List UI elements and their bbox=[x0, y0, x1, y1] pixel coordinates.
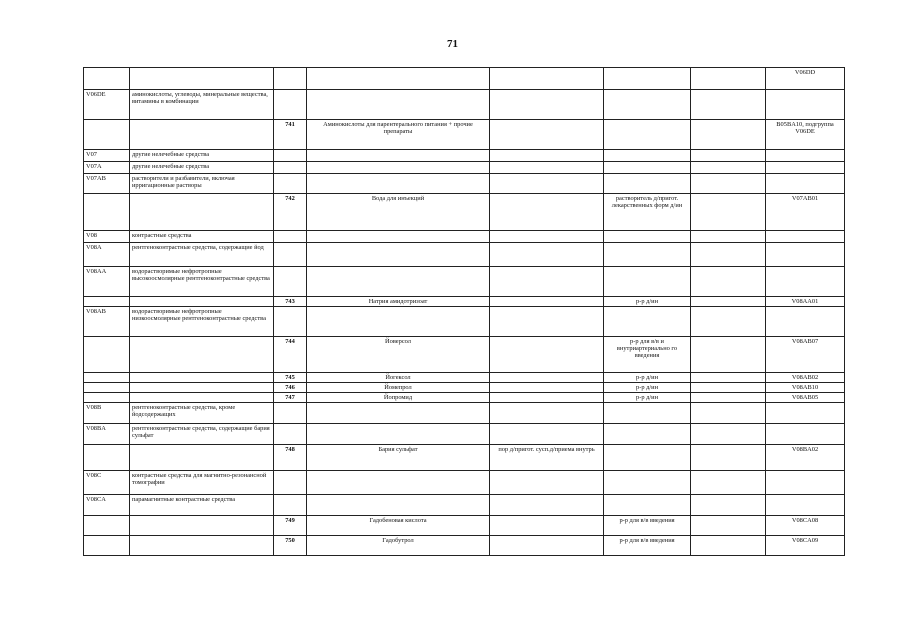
form-a-cell bbox=[490, 536, 604, 556]
code-cell bbox=[766, 243, 845, 267]
item-number-cell: 749 bbox=[274, 516, 307, 536]
item-number-cell bbox=[274, 231, 307, 243]
group-name-cell: парамагнитные контрастные средства bbox=[130, 495, 274, 516]
item-number-cell bbox=[274, 471, 307, 495]
item-number-cell bbox=[274, 424, 307, 445]
form-b-cell bbox=[604, 68, 691, 90]
table-row bbox=[84, 393, 845, 403]
form-b-cell bbox=[604, 162, 691, 174]
drug-name-cell: Аминокислоты для парентерального питания + прочие препараты bbox=[307, 120, 490, 150]
extra-cell bbox=[691, 297, 766, 307]
item-number-cell: 742 bbox=[274, 194, 307, 231]
table-row bbox=[84, 90, 845, 120]
atc-code-cell: V07A bbox=[84, 162, 130, 174]
drug-name-cell: Гадобеновая кислота bbox=[307, 516, 490, 536]
form-a-cell bbox=[490, 194, 604, 231]
drug-name-cell: Йогексол bbox=[307, 373, 490, 383]
atc-code-cell bbox=[84, 393, 130, 403]
drug-name-cell bbox=[307, 403, 490, 424]
drug-name-cell bbox=[307, 471, 490, 495]
item-number-cell bbox=[274, 307, 307, 337]
table-row bbox=[84, 495, 845, 516]
code-cell bbox=[766, 495, 845, 516]
group-name-cell: контрастные средства для магнитно-резонансной томографии bbox=[130, 471, 274, 495]
code-cell bbox=[766, 471, 845, 495]
form-a-cell bbox=[490, 231, 604, 243]
form-b-cell bbox=[604, 471, 691, 495]
atc-code-cell bbox=[84, 297, 130, 307]
table-row bbox=[84, 516, 845, 536]
extra-cell bbox=[691, 243, 766, 267]
atc-code-cell bbox=[84, 536, 130, 556]
table-row bbox=[84, 337, 845, 373]
form-a-cell bbox=[490, 120, 604, 150]
group-name-cell bbox=[130, 536, 274, 556]
form-b-cell bbox=[604, 307, 691, 337]
extra-cell bbox=[691, 445, 766, 471]
atc-code-cell bbox=[84, 120, 130, 150]
form-a-cell bbox=[490, 243, 604, 267]
extra-cell bbox=[691, 516, 766, 536]
atc-code-cell: V08BA bbox=[84, 424, 130, 445]
extra-cell bbox=[691, 267, 766, 297]
table-row bbox=[84, 120, 845, 150]
table-row bbox=[84, 373, 845, 383]
group-name-cell bbox=[130, 373, 274, 383]
group-name-cell bbox=[130, 120, 274, 150]
extra-cell bbox=[691, 231, 766, 243]
form-b-cell: р-р для в/в введения bbox=[604, 516, 691, 536]
group-name-cell: рентгеноконтрастные средства, кроме йодсодержащих bbox=[130, 403, 274, 424]
code-cell bbox=[766, 150, 845, 162]
form-b-cell bbox=[604, 267, 691, 297]
drug-name-cell bbox=[307, 231, 490, 243]
form-a-cell: пор д/пригот. сусп.д/приема внутрь bbox=[490, 445, 604, 471]
drug-name-cell: Йопромид bbox=[307, 393, 490, 403]
extra-cell bbox=[691, 150, 766, 162]
extra-cell bbox=[691, 90, 766, 120]
item-number-cell: 741 bbox=[274, 120, 307, 150]
group-name-cell: рентгеноконтрастные средства, содержащие йод bbox=[130, 243, 274, 267]
item-number-cell: 747 bbox=[274, 393, 307, 403]
extra-cell bbox=[691, 162, 766, 174]
table-row bbox=[84, 243, 845, 267]
form-a-cell bbox=[490, 495, 604, 516]
code-cell bbox=[766, 267, 845, 297]
form-b-cell bbox=[604, 243, 691, 267]
table-row bbox=[84, 267, 845, 297]
atc-code-cell: V08B bbox=[84, 403, 130, 424]
table-row bbox=[84, 231, 845, 243]
form-b-cell bbox=[604, 445, 691, 471]
group-name-cell bbox=[130, 194, 274, 231]
group-name-cell: растворители и разбавители, включая ирригационные растворы bbox=[130, 174, 274, 194]
item-number-cell bbox=[274, 174, 307, 194]
drug-name-cell bbox=[307, 243, 490, 267]
drug-name-cell bbox=[307, 90, 490, 120]
form-a-cell bbox=[490, 307, 604, 337]
item-number-cell: 743 bbox=[274, 297, 307, 307]
code-cell: B05BA10, подгруппа V06DE bbox=[766, 120, 845, 150]
code-cell bbox=[766, 307, 845, 337]
code-cell: V08AB05 bbox=[766, 393, 845, 403]
form-b-cell: р-р д/ин bbox=[604, 383, 691, 393]
form-b-cell: р-р д/ин bbox=[604, 297, 691, 307]
code-cell bbox=[766, 174, 845, 194]
group-name-cell: аминокислоты, углеводы, минеральные вещества, витамины в комбинации bbox=[130, 90, 274, 120]
form-a-cell bbox=[490, 150, 604, 162]
form-b-cell: р-р д/ин bbox=[604, 373, 691, 383]
group-name-cell: рентгеноконтрастные средства, содержащие бария сульфат bbox=[130, 424, 274, 445]
code-cell: V08AA01 bbox=[766, 297, 845, 307]
form-a-cell bbox=[490, 393, 604, 403]
table-row bbox=[84, 68, 845, 90]
table-row bbox=[84, 297, 845, 307]
table-row bbox=[84, 403, 845, 424]
drug-name-cell bbox=[307, 174, 490, 194]
drug-table bbox=[83, 67, 845, 556]
form-a-cell bbox=[490, 68, 604, 90]
item-number-cell: 748 bbox=[274, 445, 307, 471]
atc-code-cell bbox=[84, 337, 130, 373]
code-cell: V08CA09 bbox=[766, 536, 845, 556]
extra-cell bbox=[691, 337, 766, 373]
atc-code-cell: V07 bbox=[84, 150, 130, 162]
extra-cell bbox=[691, 373, 766, 383]
form-b-cell bbox=[604, 174, 691, 194]
item-number-cell: 745 bbox=[274, 373, 307, 383]
item-number-cell bbox=[274, 90, 307, 120]
atc-code-cell: V08 bbox=[84, 231, 130, 243]
code-cell: V08AB02 bbox=[766, 373, 845, 383]
drug-name-cell bbox=[307, 68, 490, 90]
group-name-cell bbox=[130, 445, 274, 471]
item-number-cell: 750 bbox=[274, 536, 307, 556]
form-b-cell bbox=[604, 495, 691, 516]
drug-name-cell bbox=[307, 150, 490, 162]
code-cell: V08BA02 bbox=[766, 445, 845, 471]
extra-cell bbox=[691, 536, 766, 556]
extra-cell bbox=[691, 495, 766, 516]
drug-name-cell: Йомепрол bbox=[307, 383, 490, 393]
form-a-cell bbox=[490, 297, 604, 307]
form-b-cell bbox=[604, 403, 691, 424]
group-name-cell: водорастворимые нефротропные низкоосмолярные рентгеноконтрастные средства bbox=[130, 307, 274, 337]
item-number-cell bbox=[274, 150, 307, 162]
table-row bbox=[84, 174, 845, 194]
group-name-cell: водорастворимые нефротропные высокоосмолярные рентгеноконтрастные средства bbox=[130, 267, 274, 297]
table-row bbox=[84, 162, 845, 174]
form-a-cell bbox=[490, 373, 604, 383]
form-b-cell bbox=[604, 90, 691, 120]
item-number-cell: 746 bbox=[274, 383, 307, 393]
form-b-cell: р-р для в/в введения bbox=[604, 536, 691, 556]
atc-code-cell bbox=[84, 516, 130, 536]
code-cell: V08CA08 bbox=[766, 516, 845, 536]
extra-cell bbox=[691, 194, 766, 231]
extra-cell bbox=[691, 471, 766, 495]
extra-cell bbox=[691, 68, 766, 90]
extra-cell bbox=[691, 393, 766, 403]
form-a-cell bbox=[490, 516, 604, 536]
code-cell: V07AB01 bbox=[766, 194, 845, 231]
drug-name-cell bbox=[307, 495, 490, 516]
item-number-cell bbox=[274, 162, 307, 174]
group-name-cell bbox=[130, 516, 274, 536]
form-a-cell bbox=[490, 471, 604, 495]
extra-cell bbox=[691, 383, 766, 393]
extra-cell bbox=[691, 403, 766, 424]
table-row bbox=[84, 194, 845, 231]
extra-cell bbox=[691, 307, 766, 337]
atc-code-cell: V06DE bbox=[84, 90, 130, 120]
item-number-cell bbox=[274, 243, 307, 267]
table-row bbox=[84, 150, 845, 162]
atc-code-cell bbox=[84, 383, 130, 393]
form-b-cell: растворитель д/пригот. лекарственных форм д/ин bbox=[604, 194, 691, 231]
form-b-cell bbox=[604, 231, 691, 243]
atc-code-cell bbox=[84, 68, 130, 90]
table-row bbox=[84, 424, 845, 445]
code-cell: V08AB07 bbox=[766, 337, 845, 373]
atc-code-cell: V08AA bbox=[84, 267, 130, 297]
form-a-cell bbox=[490, 403, 604, 424]
code-cell bbox=[766, 424, 845, 445]
table-row bbox=[84, 383, 845, 393]
extra-cell bbox=[691, 174, 766, 194]
form-a-cell bbox=[490, 383, 604, 393]
form-a-cell bbox=[490, 174, 604, 194]
atc-code-cell bbox=[84, 373, 130, 383]
drug-name-cell bbox=[307, 307, 490, 337]
form-a-cell bbox=[490, 90, 604, 120]
code-cell: V08AB10 bbox=[766, 383, 845, 393]
form-a-cell bbox=[490, 267, 604, 297]
form-b-cell bbox=[604, 424, 691, 445]
page-number: 71 bbox=[447, 38, 458, 50]
item-number-cell bbox=[274, 495, 307, 516]
group-name-cell bbox=[130, 393, 274, 403]
atc-code-cell: V07AB bbox=[84, 174, 130, 194]
drug-name-cell: Гадобутрол bbox=[307, 536, 490, 556]
code-cell bbox=[766, 162, 845, 174]
atc-code-cell: V08AB bbox=[84, 307, 130, 337]
group-name-cell: контрастные средства bbox=[130, 231, 274, 243]
drug-name-cell: Йоверсол bbox=[307, 337, 490, 373]
drug-name-cell bbox=[307, 424, 490, 445]
form-b-cell: р-р для в/в и внутриартериально го введения bbox=[604, 337, 691, 373]
table-row bbox=[84, 471, 845, 495]
group-name-cell: другие нелечебные средства bbox=[130, 150, 274, 162]
group-name-cell bbox=[130, 383, 274, 393]
code-cell bbox=[766, 403, 845, 424]
table-row bbox=[84, 307, 845, 337]
form-a-cell bbox=[490, 337, 604, 373]
form-a-cell bbox=[490, 424, 604, 445]
table-row bbox=[84, 536, 845, 556]
group-name-cell bbox=[130, 297, 274, 307]
group-name-cell bbox=[130, 337, 274, 373]
form-b-cell bbox=[604, 150, 691, 162]
drug-name-cell: Вода для инъекций bbox=[307, 194, 490, 231]
atc-code-cell: V08A bbox=[84, 243, 130, 267]
drug-name-cell bbox=[307, 162, 490, 174]
code-cell: V06DD bbox=[766, 68, 845, 90]
item-number-cell bbox=[274, 267, 307, 297]
drug-name-cell: Бария сульфат bbox=[307, 445, 490, 471]
form-b-cell bbox=[604, 120, 691, 150]
code-cell bbox=[766, 90, 845, 120]
drug-name-cell bbox=[307, 267, 490, 297]
atc-code-cell: V08CA bbox=[84, 495, 130, 516]
extra-cell bbox=[691, 120, 766, 150]
atc-code-cell bbox=[84, 445, 130, 471]
item-number-cell bbox=[274, 403, 307, 424]
atc-code-cell bbox=[84, 194, 130, 231]
item-number-cell: 744 bbox=[274, 337, 307, 373]
atc-code-cell: V08C bbox=[84, 471, 130, 495]
form-a-cell bbox=[490, 162, 604, 174]
group-name-cell: другие нелечебные средства bbox=[130, 162, 274, 174]
table-row bbox=[84, 445, 845, 471]
item-number-cell bbox=[274, 68, 307, 90]
extra-cell bbox=[691, 424, 766, 445]
drug-name-cell: Натрия амидотризоат bbox=[307, 297, 490, 307]
group-name-cell bbox=[130, 68, 274, 90]
form-b-cell: р-р д/ин bbox=[604, 393, 691, 403]
code-cell bbox=[766, 231, 845, 243]
